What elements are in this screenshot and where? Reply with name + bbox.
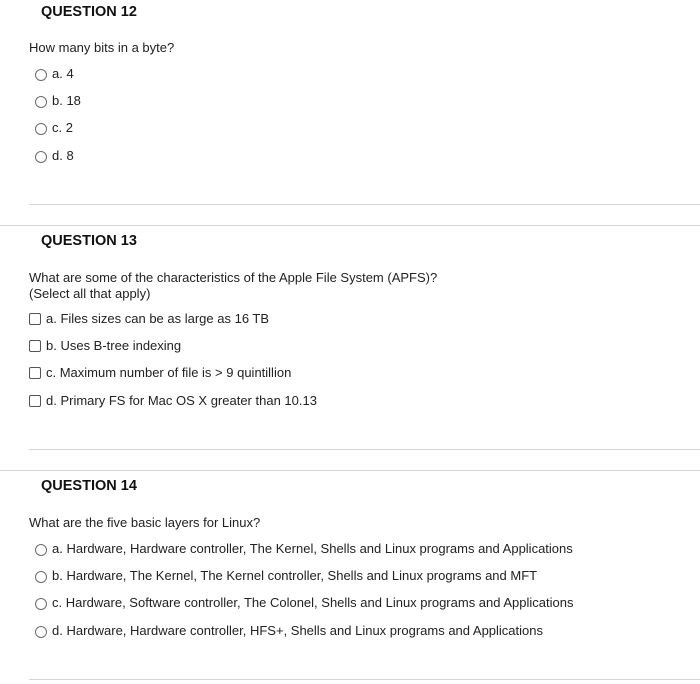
question-13-top-border xyxy=(0,225,700,226)
radio-icon[interactable] xyxy=(35,544,47,556)
q14-option-d[interactable] xyxy=(35,623,543,638)
checkbox-icon[interactable] xyxy=(29,340,41,352)
q14-option-a-label: a. Hardware, Hardware controller, The Kernel, Shells and Linux programs and Applications xyxy=(52,541,573,556)
q12-option-a-label: a. 4 xyxy=(52,66,74,81)
q14-option-b[interactable] xyxy=(35,568,537,583)
question-12-divider xyxy=(29,204,700,205)
q12-option-b[interactable] xyxy=(35,93,81,108)
radio-icon[interactable] xyxy=(35,571,47,583)
q14-option-a[interactable] xyxy=(35,541,573,556)
q13-option-a[interactable] xyxy=(29,311,269,326)
q14-option-d-label: d. Hardware, Hardware controller, HFS+, Shells and Linux programs and Applications xyxy=(52,623,543,638)
checkbox-icon[interactable] xyxy=(29,313,41,325)
checkbox-icon[interactable] xyxy=(29,395,41,407)
q13-option-a-label: a. Files sizes can be as large as 16 TB xyxy=(46,311,270,326)
radio-icon[interactable] xyxy=(35,626,47,638)
q12-option-a[interactable] xyxy=(35,66,74,81)
q13-option-b[interactable] xyxy=(29,338,181,353)
question-14-divider xyxy=(29,679,700,680)
q13-option-d-label: d. Primary FS for Mac OS X greater than 10.13 xyxy=(46,393,317,408)
question-14-top-border xyxy=(0,470,700,471)
question-13-title: QUESTION 13 xyxy=(41,233,137,249)
q14-option-c-label: c. Hardware, Software controller, The Colonel, Shells and Linux programs and Applications xyxy=(52,595,574,610)
q12-option-b-label: b. 18 xyxy=(52,93,81,108)
radio-icon[interactable] xyxy=(35,69,47,81)
radio-icon[interactable] xyxy=(35,151,47,163)
question-13-divider xyxy=(29,449,700,450)
question-13-prompt xyxy=(29,270,437,302)
q13-option-c-label: c. Maximum number of file is > 9 quintillion xyxy=(46,365,292,380)
question-12-prompt: How many bits in a byte? xyxy=(29,40,175,55)
radio-icon[interactable] xyxy=(35,123,47,135)
q12-option-d[interactable] xyxy=(35,148,74,163)
q12-option-c-label: c. 2 xyxy=(52,120,73,135)
question-13-prompt-line2: (Select all that apply) xyxy=(29,286,151,301)
q12-option-c[interactable] xyxy=(35,120,73,135)
question-13-prompt-line1: What are some of the characteristics of the Apple File System (APFS)? xyxy=(29,270,438,285)
question-14-prompt: What are the five basic layers for Linux? xyxy=(29,515,261,530)
radio-icon[interactable] xyxy=(35,598,47,610)
q12-option-d-label: d. 8 xyxy=(52,148,74,163)
checkbox-icon[interactable] xyxy=(29,367,41,379)
q13-option-b-label: b. Uses B-tree indexing xyxy=(46,338,182,353)
q14-option-c[interactable] xyxy=(35,595,574,610)
q13-option-c[interactable] xyxy=(29,365,291,380)
radio-icon[interactable] xyxy=(35,96,47,108)
question-14-title: QUESTION 14 xyxy=(41,478,137,494)
question-12-title: QUESTION 12 xyxy=(41,4,137,20)
q14-option-b-label: b. Hardware, The Kernel, The Kernel controller, Shells and Linux programs and MFT xyxy=(52,568,538,583)
q13-option-d[interactable] xyxy=(29,393,317,408)
